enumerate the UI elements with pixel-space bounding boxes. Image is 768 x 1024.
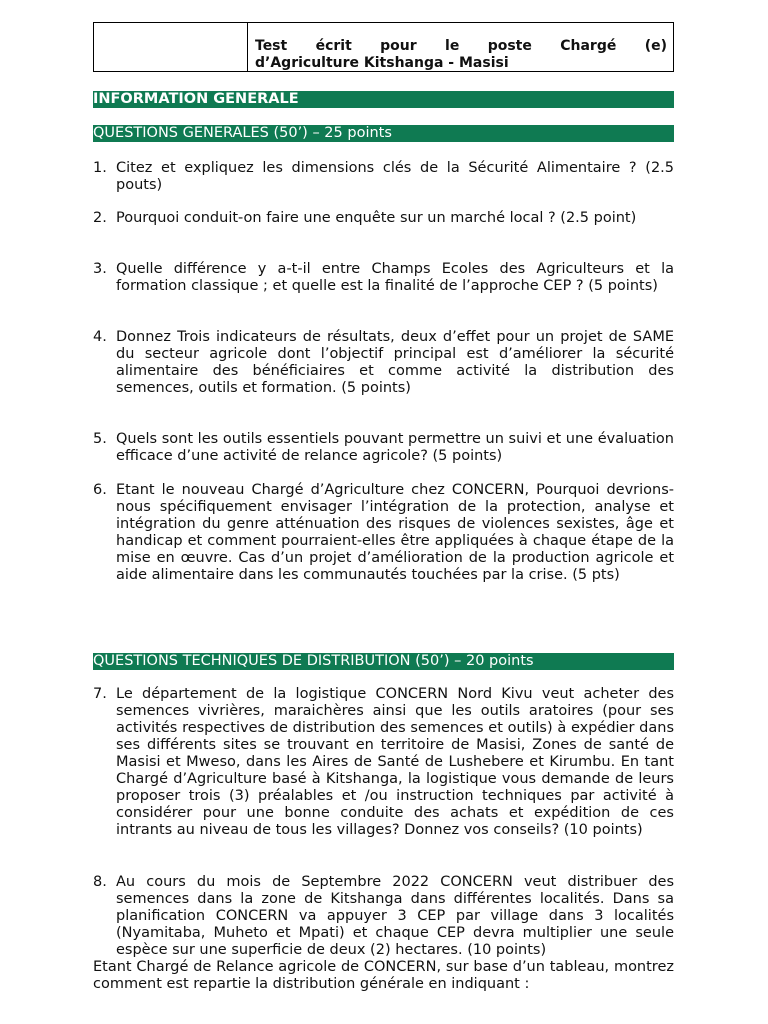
question-text: Au cours du mois de Septembre 2022 CONCERN veut distribuer des semences dans la zone de Kitshanga dans différentes localités. Dans sa planification CONCERN va appuyer 3 CEP par village dans 3 localités (Nyamitaba, Muheto et Mpati) et chaque CEP devra multiplier une seule espèce sur une superficie de deux (2) hectares. (10 points) <box>116 874 674 958</box>
header-title-cell <box>248 23 673 71</box>
closing-paragraph: Etant Chargé de Relance agricole de CONCERN, sur base d’un tableau, montrez comment est repartie la distribution générale en indiquant : <box>93 959 674 992</box>
question-number: 3. <box>93 261 107 277</box>
question-text: Le département de la logistique CONCERN Nord Kivu veut acheter des semences vivrières, maraichères ainsi que les outils aratoires (pour ses activités respectives de distribution des semences et outils) à expédier dans ses différents sites se trouvant en territoire de Masisi, Zones de santé de Masisi et Mweso, dans les Aires de Santé de Lushebere et Kirumbu. En tant Chargé d’Agriculture basé à Kitshanga, la logistique vous demande de leurs proposer trois (3) préalables et /ou instruction techniques par activité à considérer pour une bonne conduite des achats et expédition de ces intrants au niveau de tous les villages? Donnez vos conseils? (10 points) <box>116 686 674 838</box>
section-technical-questions: QUESTIONS TECHNIQUES DE DISTRIBUTION (50’) – 20 points <box>93 653 674 670</box>
question-item <box>93 210 674 227</box>
question-item <box>93 686 674 839</box>
header-title-line2: d’Agriculture Kitshanga - Masisi <box>255 55 509 71</box>
question-item <box>93 431 674 465</box>
section-general-info: INFORMATION GENERALE <box>93 91 674 108</box>
question-item <box>93 261 674 295</box>
question-number: 2. <box>93 210 107 226</box>
question-number: 7. <box>93 686 107 702</box>
section-general-questions: QUESTIONS GENERALES (50’) – 25 points <box>93 125 674 142</box>
question-text: Quels sont les outils essentiels pouvant permettre un suivi et une évaluation efficace d’une activité de relance agricole? (5 points) <box>116 431 674 464</box>
question-item <box>93 329 674 397</box>
question-number: 4. <box>93 329 107 345</box>
question-text: Etant le nouveau Chargé d’Agriculture chez CONCERN, Pourquoi devrions-nous spécifiquement envisager l’intégration de la protection, analyse et intégration du genre atténuation des risques de violences sexistes, âge et handicap et comment pourraient-elles être appliquées à chaque étape de la mise en œuvre. Cas d’un projet d’amélioration de la production agricole et aide alimentaire dans les communautés touchées par la crise. (5 pts) <box>116 482 674 583</box>
question-text: Donnez Trois indicateurs de résultats, deux d’effet pour un projet de SAME du secteur agricole dont l’objectif principal est d’améliorer la sécurité alimentaire des bénéficiaires et comme activité la distribution des semences, outils et formation. (5 points) <box>116 329 674 396</box>
question-text: Quelle différence y a-t-il entre Champs Ecoles des Agriculteurs et la formation classique ; et quelle est la finalité de l’approche CEP ? (5 points) <box>116 261 674 294</box>
question-item <box>93 874 674 959</box>
question-number: 8. <box>93 874 107 890</box>
header-table <box>93 22 674 72</box>
question-number: 1. <box>93 160 107 176</box>
question-item <box>93 160 674 194</box>
question-text: Citez et expliquez les dimensions clés de la Sécurité Alimentaire ? (2.5 pouts) <box>116 160 674 193</box>
question-item <box>93 482 674 584</box>
question-number: 5. <box>93 431 107 447</box>
header-title-line1: Test écrit pour le poste Chargé (e) <box>255 38 667 54</box>
header-logo-cell <box>94 23 248 71</box>
question-text: Pourquoi conduit-on faire une enquête sur un marché local ? (2.5 point) <box>116 210 637 226</box>
question-number: 6. <box>93 482 107 498</box>
